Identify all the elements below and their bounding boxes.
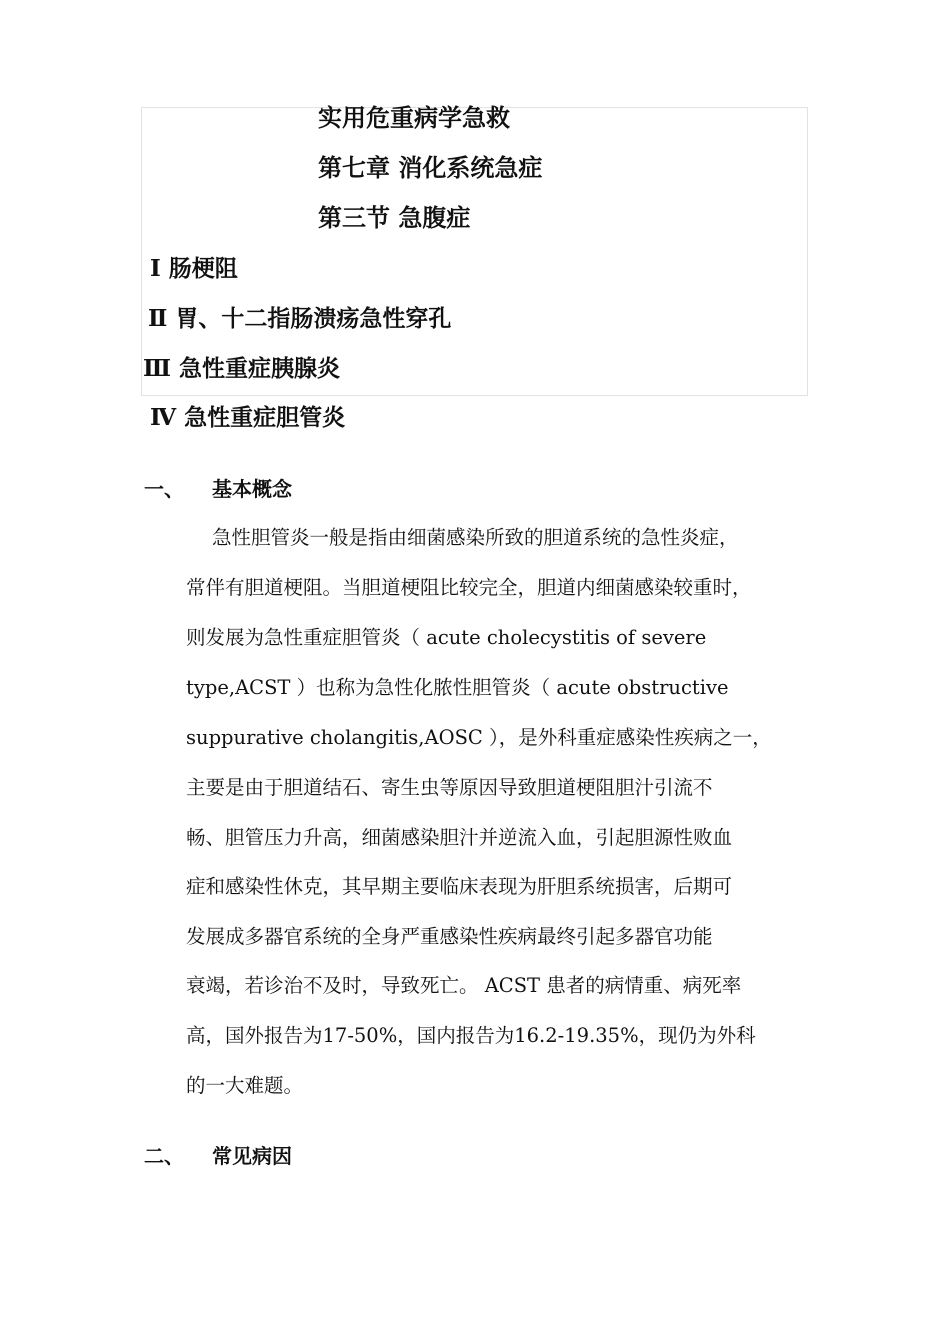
- section-heading-2: [144, 1142, 292, 1170]
- paragraph-line-5: suppurative cholangitis,AOSC ），是外科重症感染性疾病之一，: [186, 726, 772, 749]
- chapter-title: 第七章 消化系统急症: [318, 153, 543, 182]
- paragraph-line-2: 常伴有胆道梗阻。当胆道梗阻比较完全，胆道内细菌感染较重时，: [186, 576, 752, 599]
- header-box: [141, 107, 808, 396]
- paragraph-line-4: type,ACST ）也称为急性化脓性胆管炎（ acute obstructive: [186, 676, 729, 699]
- paragraph-line-1: 急性胆管炎一般是指由细菌感染所致的胆道系统的急性炎症，: [212, 526, 739, 549]
- paragraph-line-7: 畅、胆管压力升高，细菌感染胆汁并逆流入血，引起胆源性败血: [186, 826, 733, 849]
- book-title: 实用危重病学急救: [318, 103, 510, 132]
- toc-item-3: Ⅲ 急性重症胰腺炎: [143, 355, 341, 382]
- section-number: 二、: [144, 1144, 184, 1168]
- section-heading-1: [144, 475, 292, 503]
- paragraph-line-11: 高，国外报告为17-50%，国内报告为16.2-19.35%，现仍为外科: [186, 1024, 756, 1047]
- section-title: 第三节 急腹症: [318, 203, 471, 232]
- paragraph-line-9: 发展成多器官系统的全身严重感染性疾病最终引起多器官功能: [186, 925, 713, 948]
- section-heading-text: 常见病因: [212, 1144, 292, 1168]
- paragraph-line-10: 衰竭，若诊治不及时，导致死亡。 ACST 患者的病情重、病死率: [186, 974, 742, 997]
- paragraph-line-12: 的一大难题。: [186, 1074, 304, 1097]
- paragraph-line-3: 则发展为急性重症胆管炎（ acute cholecystitis of severe: [186, 626, 707, 649]
- toc-item-1: Ⅰ 肠梗阻: [150, 255, 238, 282]
- section-number: 一、: [144, 477, 184, 501]
- toc-item-2: Ⅱ 胃、十二指肠溃疡急性穿孔: [148, 305, 452, 332]
- section-heading-text: 基本概念: [212, 477, 292, 501]
- paragraph-line-8: 症和感染性休克，其早期主要临床表现为肝胆系统损害，后期可: [186, 875, 733, 898]
- toc-item-4: Ⅳ 急性重症胆管炎: [150, 404, 346, 431]
- paragraph-line-6: 主要是由于胆道结石、寄生虫等原因导致胆道梗阻胆汁引流不: [186, 776, 713, 799]
